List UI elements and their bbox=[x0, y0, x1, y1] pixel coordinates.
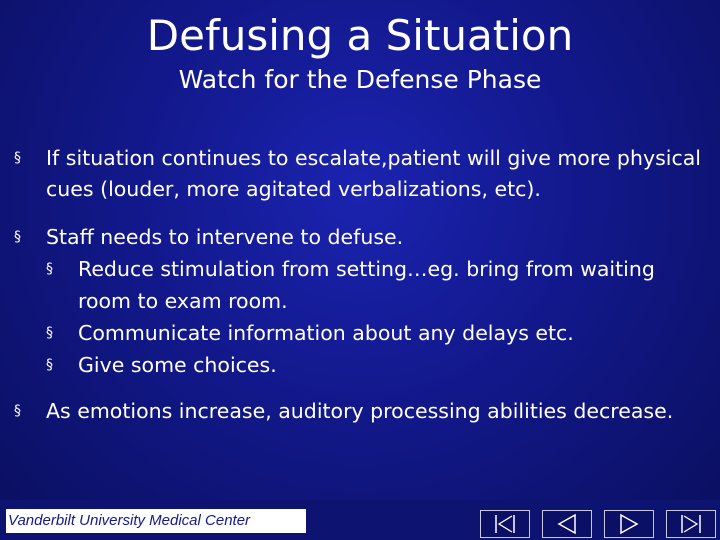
slide-subtitle: Watch for the Defense Phase bbox=[178, 65, 542, 94]
bullet-list bbox=[0, 143, 720, 427]
bullet-marker-icon: § bbox=[46, 357, 53, 373]
last-slide-icon bbox=[667, 511, 715, 537]
bullet-text: If situation continues to escalate,patient will give more physical cues (louder, more agitated verbalizations, etc). bbox=[46, 146, 701, 201]
bullet-item bbox=[0, 143, 714, 205]
sub-bullet-item bbox=[0, 349, 714, 381]
next-slide-button[interactable] bbox=[604, 510, 654, 538]
footer-label: Vanderbilt University Medical Center bbox=[6, 509, 306, 533]
bullet-marker-icon: § bbox=[46, 325, 53, 341]
bullet-marker-icon: § bbox=[14, 229, 21, 245]
bullet-marker-icon: § bbox=[46, 261, 53, 277]
bullet-item bbox=[0, 396, 714, 427]
bullet-marker-icon: § bbox=[14, 150, 21, 166]
last-slide-button[interactable] bbox=[666, 510, 716, 538]
sub-bullet-text: Communicate information about any delays etc. bbox=[78, 321, 574, 345]
sub-bullet-item bbox=[0, 317, 714, 349]
next-slide-icon bbox=[605, 511, 653, 537]
first-slide-button[interactable] bbox=[480, 510, 530, 538]
first-slide-icon bbox=[481, 511, 529, 537]
slide-title: Defusing a Situation bbox=[146, 11, 574, 60]
bullet-text: Staff needs to intervene to defuse. bbox=[46, 225, 404, 249]
previous-slide-button[interactable] bbox=[542, 510, 592, 538]
bullet-text: As emotions increase, auditory processing abilities decrease. bbox=[46, 399, 674, 423]
sub-bullet-item bbox=[0, 253, 714, 317]
sub-bullet-text: Reduce stimulation from setting…eg. bring from waiting room to exam room. bbox=[78, 257, 655, 313]
bullet-marker-icon: § bbox=[14, 403, 21, 419]
previous-slide-icon bbox=[543, 511, 591, 537]
bullet-item bbox=[0, 222, 714, 253]
sub-bullet-text: Give some choices. bbox=[78, 353, 277, 377]
